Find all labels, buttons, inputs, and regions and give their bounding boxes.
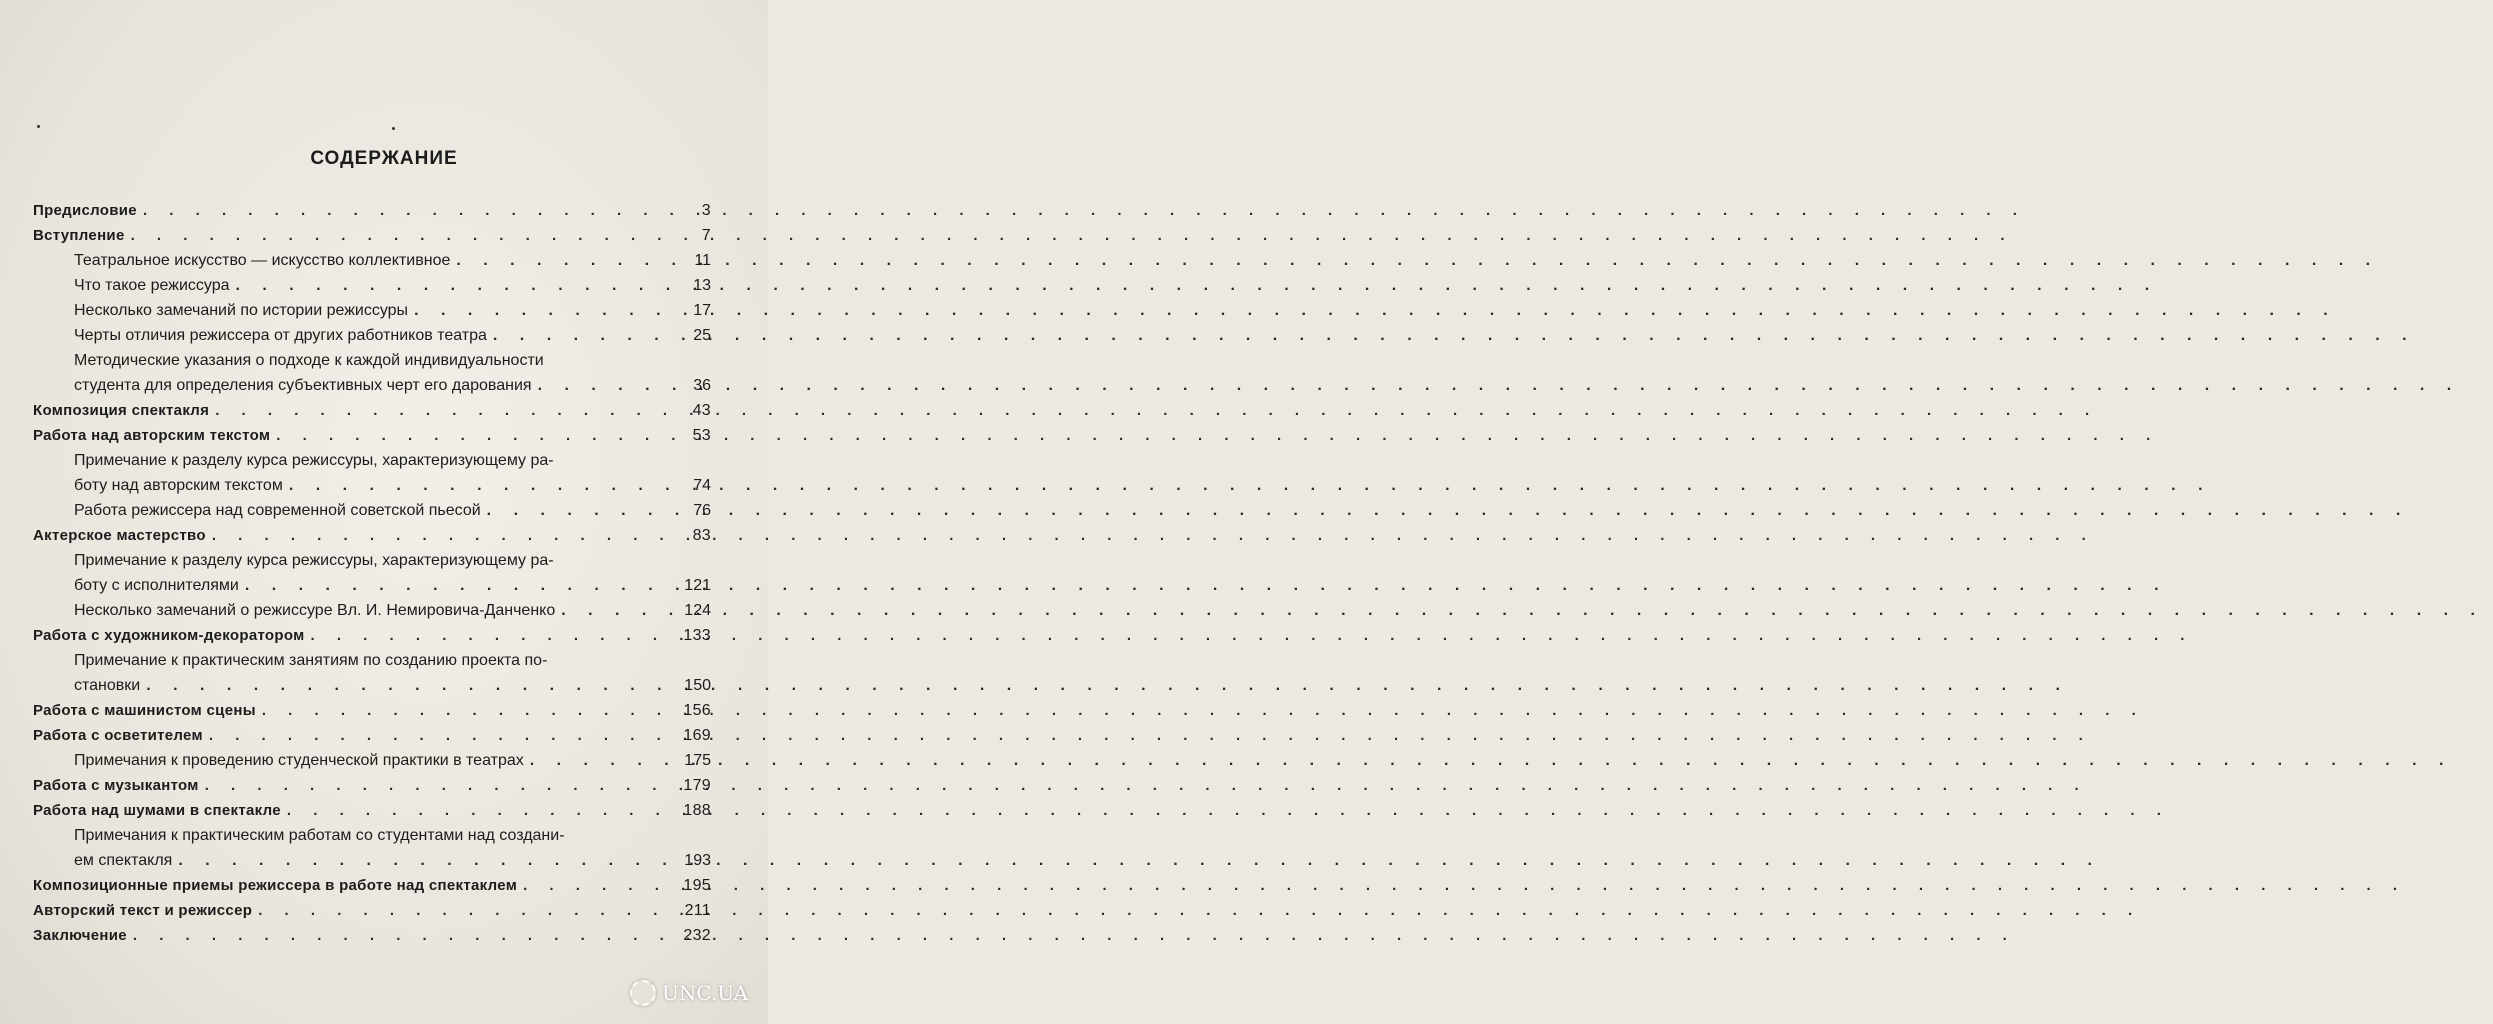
toc-entry-title: Авторский текст и режиссер xyxy=(33,902,253,919)
dot-leader xyxy=(178,851,661,871)
dot-leader xyxy=(245,576,661,596)
toc-page-number: 133 xyxy=(683,627,711,644)
toc-entry-title: Примечание к практическим занятиям по созданию проекта по- xyxy=(74,652,548,669)
toc-page-number: 74 xyxy=(693,477,711,494)
toc-entry-title: Несколько замечаний о режиссуре Вл. И. Немировича-Данченко xyxy=(74,602,556,619)
toc-entry-title: становки xyxy=(74,677,141,694)
toc-entry xyxy=(74,747,711,771)
toc-page-number: 17 xyxy=(693,302,711,319)
dot-leader xyxy=(493,326,661,346)
toc-entry-title: Примечания к проведению студенческой практики в театрах xyxy=(74,752,524,769)
toc-page-number: 25 xyxy=(693,327,711,344)
toc-entry-title: Черты отличия режиссера от других работников театра xyxy=(74,327,487,344)
toc-entry xyxy=(33,222,711,246)
dot-leader xyxy=(131,226,661,246)
dot-leader xyxy=(523,876,661,896)
toc-entry-title: Примечания к практическим работам со студентами над создани- xyxy=(74,827,565,844)
toc-entry xyxy=(33,772,711,796)
dot-leader xyxy=(487,501,661,521)
toc-entry-title: Композиционные приемы режиссера в работе над спектаклем xyxy=(33,877,518,894)
toc-entry-title: Заключение xyxy=(33,927,127,944)
toc-page-number: 193 xyxy=(684,852,711,869)
toc-entry xyxy=(74,297,711,321)
toc-entry-title: Несколько замечаний по истории режиссуры xyxy=(74,302,409,319)
toc-entry xyxy=(74,347,711,371)
toc-entry xyxy=(74,372,711,396)
toc-entry-title: Примечание к разделу курса режиссуры, характеризующему ра- xyxy=(74,552,554,569)
toc-page-number: 124 xyxy=(684,602,711,619)
dot-leader xyxy=(311,626,661,646)
dot-leader xyxy=(561,601,661,621)
toc-entry-title: Работа с машинистом сцены xyxy=(33,702,256,719)
toc-entry-title: Работа с музыкантом xyxy=(33,777,199,794)
toc-entry xyxy=(33,522,711,546)
toc-page-number: 13 xyxy=(693,277,711,294)
toc-entry xyxy=(74,572,711,596)
dot-leader xyxy=(258,901,661,921)
toc-page-number: 188 xyxy=(683,802,711,819)
toc-page-number: 36 xyxy=(693,377,711,394)
sun-logo-icon xyxy=(630,980,656,1006)
toc-entry-title: Работа режиссера над современной советской пьесой xyxy=(74,502,481,519)
toc-entry xyxy=(33,697,711,721)
toc-entry xyxy=(74,547,711,571)
toc-entry-title: Вступление xyxy=(33,227,125,244)
dot-leader xyxy=(287,801,661,821)
watermark-text: UNC.UA xyxy=(662,981,748,1005)
toc-page-number: 195 xyxy=(683,877,711,894)
toc-entry-title: Предисловие xyxy=(33,202,137,219)
dot-leader xyxy=(276,426,661,446)
dot-leader xyxy=(133,926,661,946)
page-title: СОДЕРЖАНИЕ xyxy=(310,148,458,169)
toc-entry xyxy=(33,897,711,921)
dot-leader xyxy=(236,276,662,296)
toc-entry-title: боту над авторским текстом xyxy=(74,477,283,494)
toc-entry xyxy=(74,472,711,496)
toc-entry xyxy=(33,197,711,221)
dot-leader xyxy=(146,676,661,696)
dot-leader xyxy=(209,726,661,746)
toc-entry xyxy=(74,272,711,296)
dot-leader xyxy=(530,751,661,771)
toc-entry xyxy=(33,722,711,746)
toc-entry-title: Работа с художником-декоратором xyxy=(33,627,305,644)
toc-page-number: 150 xyxy=(684,677,711,694)
dot-leader xyxy=(212,526,661,546)
toc-entry-title: Композиция спектакля xyxy=(33,402,210,419)
toc-page-number: 179 xyxy=(683,777,711,794)
toc-entry-title: Театральное искусство — искусство коллективное xyxy=(74,252,451,269)
dot-leader xyxy=(414,301,661,321)
toc-entry xyxy=(33,422,711,446)
toc-page-number: 175 xyxy=(684,752,711,769)
dot-leader xyxy=(205,776,661,796)
toc-entry-title: боту с исполнителями xyxy=(74,577,239,594)
toc-entry xyxy=(33,797,711,821)
toc-entry xyxy=(74,672,711,696)
toc-entry-title: студента для определения субъективных черт его дарования xyxy=(74,377,532,394)
toc-entry xyxy=(74,822,711,846)
toc-page-number: 43 xyxy=(692,402,711,419)
toc-entry xyxy=(33,397,711,421)
toc-page-number: 76 xyxy=(693,502,711,519)
toc-entry xyxy=(74,447,711,471)
paper-speck xyxy=(392,127,395,130)
toc-entry xyxy=(74,247,711,271)
toc-entry-title: Примечание к разделу курса режиссуры, характеризующему ра- xyxy=(74,452,554,469)
toc-entry-title: Методические указания о подходе к каждой индивидуальности xyxy=(74,352,544,369)
toc-entry-title: Работа над авторским текстом xyxy=(33,427,271,444)
toc-entry xyxy=(33,922,711,946)
paper-speck xyxy=(37,125,40,128)
toc-entry xyxy=(74,597,711,621)
dot-leader xyxy=(143,201,661,221)
toc-entry-title: Работа с осветителем xyxy=(33,727,203,744)
toc-page-number: 232 xyxy=(683,927,711,944)
toc-page-number: 11 xyxy=(694,252,711,269)
toc-page-number: 121 xyxy=(684,577,711,594)
toc-entry-title: ем спектакля xyxy=(74,852,173,869)
toc-page-number: 169 xyxy=(683,727,711,744)
dot-leader xyxy=(215,401,661,421)
toc-entry xyxy=(74,847,711,871)
toc-entry xyxy=(33,872,711,896)
toc-entry-title: Актерское мастерство xyxy=(33,527,206,544)
toc-page-number: 3 xyxy=(701,202,711,219)
toc-page-number: 53 xyxy=(692,427,711,444)
toc-page-number: 7 xyxy=(701,227,711,244)
watermark xyxy=(630,980,748,1006)
toc-entry xyxy=(74,322,711,346)
dot-leader xyxy=(456,251,661,271)
book-page xyxy=(0,0,768,1024)
toc-entry xyxy=(33,622,711,646)
toc-page-number: 211 xyxy=(684,902,711,919)
dot-leader xyxy=(262,701,661,721)
toc-page-number: 83 xyxy=(692,527,711,544)
dot-leader xyxy=(538,376,661,396)
toc-entry-title: Работа над шумами в спектакле xyxy=(33,802,281,819)
toc-entry xyxy=(74,497,711,521)
toc-entry-title: Что такое режиссура xyxy=(74,277,230,294)
dot-leader xyxy=(289,476,661,496)
toc-page-number: 156 xyxy=(683,702,711,719)
toc-entry xyxy=(74,647,711,671)
